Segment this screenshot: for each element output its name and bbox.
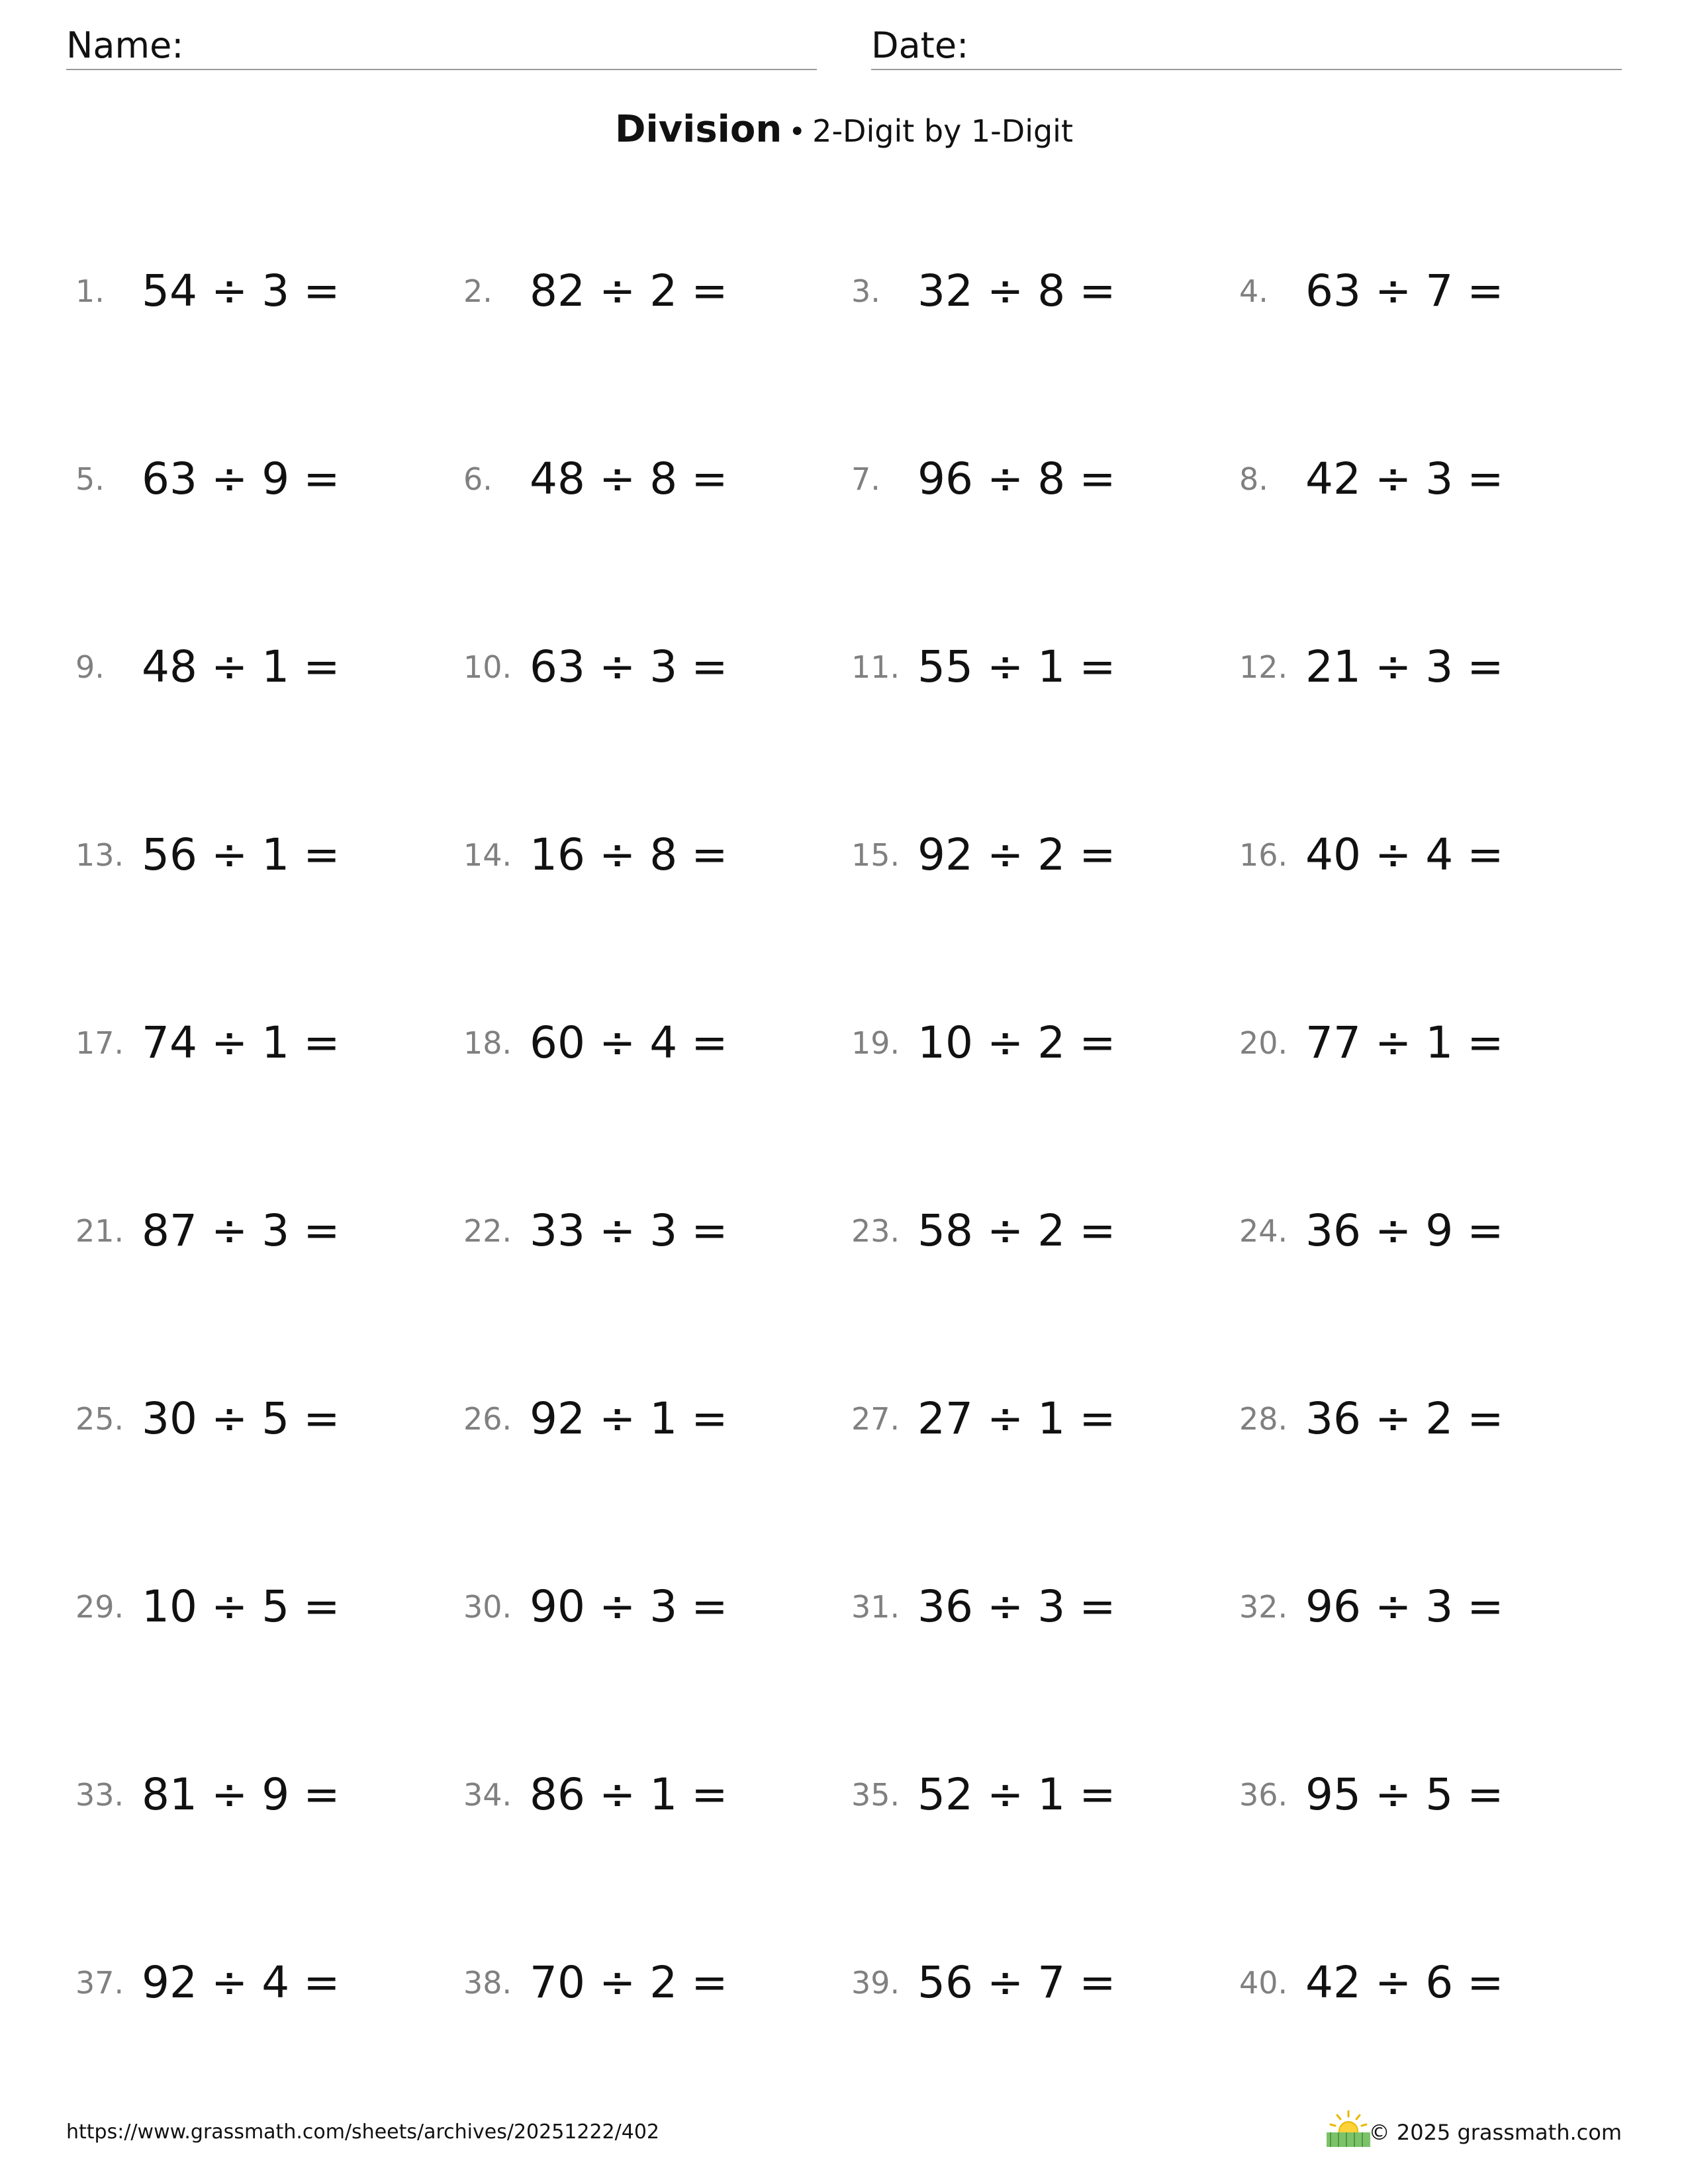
problem-expression: 60 ÷ 4 =	[530, 1017, 728, 1068]
problem-number: 16.	[1239, 837, 1288, 873]
problem-expression: 92 ÷ 2 =	[917, 829, 1116, 880]
problem-number: 19.	[851, 1025, 900, 1061]
problem-expression: 48 ÷ 8 =	[530, 453, 728, 504]
problem-expression: 74 ÷ 1 =	[142, 1017, 340, 1068]
problem-expression: 27 ÷ 1 =	[917, 1393, 1116, 1444]
problem-expression: 30 ÷ 5 =	[142, 1393, 340, 1444]
problem-expression: 92 ÷ 4 =	[142, 1957, 340, 2008]
problem-expression: 56 ÷ 1 =	[142, 829, 340, 880]
problem-number: 8.	[1239, 461, 1268, 497]
problem-number: 3.	[851, 273, 880, 309]
problem-number: 13.	[75, 837, 124, 873]
problem-number: 33.	[75, 1777, 124, 1813]
problem-expression: 77 ÷ 1 =	[1305, 1017, 1504, 1068]
problem-expression: 42 ÷ 6 =	[1305, 1957, 1504, 2008]
problem-number: 9.	[75, 649, 105, 685]
problem-number: 15.	[851, 837, 900, 873]
problem-number: 12.	[1239, 649, 1288, 685]
problem-number: 31.	[851, 1589, 900, 1625]
problem-number: 7.	[851, 461, 880, 497]
problem-number: 10.	[463, 649, 512, 685]
problem-expression: 42 ÷ 3 =	[1305, 453, 1504, 504]
problem-number: 39.	[851, 1965, 900, 2001]
problem-expression: 10 ÷ 2 =	[917, 1017, 1116, 1068]
problem-expression: 40 ÷ 4 =	[1305, 829, 1504, 880]
problem-expression: 96 ÷ 8 =	[917, 453, 1116, 504]
problem-expression: 82 ÷ 2 =	[530, 265, 728, 316]
problem-number: 1.	[75, 273, 105, 309]
problem-number: 18.	[463, 1025, 512, 1061]
problem-number: 20.	[1239, 1025, 1288, 1061]
problem-number: 34.	[463, 1777, 512, 1813]
problem-number: 40.	[1239, 1965, 1288, 2001]
problem-number: 32.	[1239, 1589, 1288, 1625]
problem-number: 27.	[851, 1401, 900, 1437]
problem-expression: 36 ÷ 2 =	[1305, 1393, 1504, 1444]
problem-number: 17.	[75, 1025, 124, 1061]
problem-number: 14.	[463, 837, 512, 873]
date-label: Date:	[871, 24, 969, 66]
problem-expression: 81 ÷ 9 =	[142, 1769, 340, 1820]
problem-number: 4.	[1239, 273, 1268, 309]
problem-number: 37.	[75, 1965, 124, 2001]
problem-expression: 33 ÷ 3 =	[530, 1205, 728, 1256]
title-subtitle: 2-Digit by 1-Digit	[812, 113, 1074, 149]
problem-expression: 63 ÷ 9 =	[142, 453, 340, 504]
footer-url[interactable]: https://www.grassmath.com/sheets/archives/20251222/402	[66, 2120, 660, 2144]
problem-number: 26.	[463, 1401, 512, 1437]
problem-number: 21.	[75, 1213, 124, 1249]
problem-expression: 90 ÷ 3 =	[530, 1581, 728, 1632]
problem-expression: 55 ÷ 1 =	[917, 641, 1116, 692]
sun-over-grass-icon	[1324, 2109, 1373, 2148]
problem-number: 5.	[75, 461, 105, 497]
problem-expression: 95 ÷ 5 =	[1305, 1769, 1504, 1820]
problem-expression: 52 ÷ 1 =	[917, 1769, 1116, 1820]
problem-number: 36.	[1239, 1777, 1288, 1813]
problem-number: 24.	[1239, 1213, 1288, 1249]
title-main: Division	[614, 108, 782, 151]
problem-expression: 56 ÷ 7 =	[917, 1957, 1116, 2008]
problem-number: 35.	[851, 1777, 900, 1813]
problem-number: 6.	[463, 461, 492, 497]
title-separator: •	[788, 115, 806, 149]
problem-number: 38.	[463, 1965, 512, 2001]
problem-number: 23.	[851, 1213, 900, 1249]
problem-expression: 54 ÷ 3 =	[142, 265, 340, 316]
problem-expression: 32 ÷ 8 =	[917, 265, 1116, 316]
problem-expression: 87 ÷ 3 =	[142, 1205, 340, 1256]
problem-expression: 58 ÷ 2 =	[917, 1205, 1116, 1256]
problem-expression: 36 ÷ 9 =	[1305, 1205, 1504, 1256]
problem-number: 30.	[463, 1589, 512, 1625]
name-label: Name:	[66, 24, 184, 66]
problem-number: 25.	[75, 1401, 124, 1437]
problem-expression: 96 ÷ 3 =	[1305, 1581, 1504, 1632]
problem-expression: 63 ÷ 7 =	[1305, 265, 1504, 316]
problem-number: 22.	[463, 1213, 512, 1249]
problem-expression: 36 ÷ 3 =	[917, 1581, 1116, 1632]
problem-number: 29.	[75, 1589, 124, 1625]
problem-expression: 16 ÷ 8 =	[530, 829, 728, 880]
problem-expression: 48 ÷ 1 =	[142, 641, 340, 692]
problem-number: 11.	[851, 649, 900, 685]
footer-copyright: © 2025 grassmath.com	[1368, 2120, 1622, 2145]
problem-expression: 63 ÷ 3 =	[530, 641, 728, 692]
problem-expression: 86 ÷ 1 =	[530, 1769, 728, 1820]
problem-expression: 92 ÷ 1 =	[530, 1393, 728, 1444]
problem-expression: 21 ÷ 3 =	[1305, 641, 1504, 692]
problem-number: 2.	[463, 273, 492, 309]
problem-expression: 70 ÷ 2 =	[530, 1957, 728, 2008]
problem-expression: 10 ÷ 5 =	[142, 1581, 340, 1632]
problem-number: 28.	[1239, 1401, 1288, 1437]
